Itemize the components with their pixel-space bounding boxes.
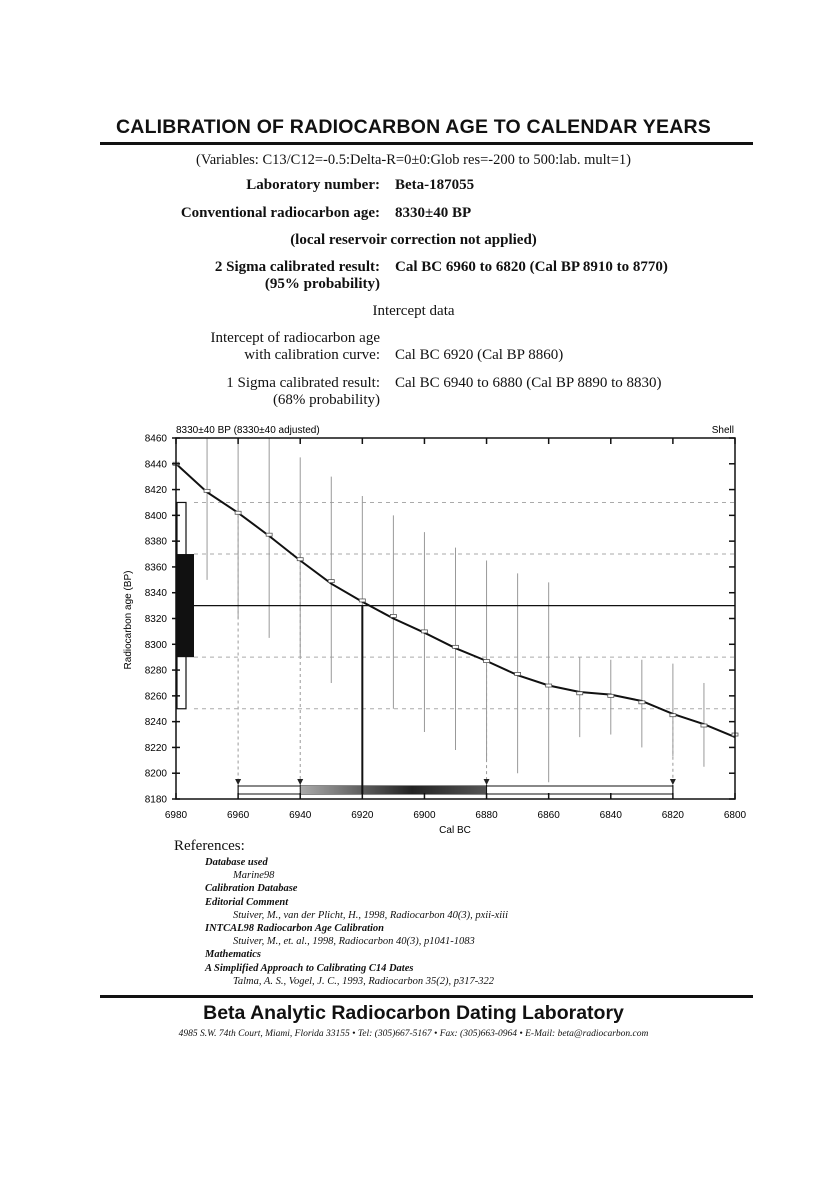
range-1sigma-bar [300,786,486,794]
y-tick-label: 8200 [144,768,167,780]
y-tick-label: 8280 [144,665,167,677]
y-axis-label: Radiocarbon age (BP) [123,570,134,670]
data-point-marker [453,645,459,648]
lab-number-label: Laboratory number: [246,177,380,193]
data-point-marker [328,580,334,583]
data-point-marker [608,694,614,697]
y-tick-label: 8240 [144,717,167,729]
conventional-age-label: Conventional radiocarbon age: [180,205,380,221]
data-point-marker [390,614,396,617]
y-tick-label: 8300 [144,639,167,651]
x-tick-label: 6860 [537,810,560,821]
footer-rule [100,995,753,998]
chart-corner-label: Shell [711,425,734,436]
data-point-marker [204,489,210,492]
x-tick-label: 6980 [164,810,188,821]
y-tick-label: 8180 [144,794,167,806]
reference-heading: Calibration Database [205,883,298,895]
x-tick-label: 6940 [289,810,312,821]
sigma2-probability: (95% probability) [264,276,380,292]
x-tick-label: 6820 [661,810,685,821]
reference-heading: INTCAL98 Radiocarbon Age Calibration [205,923,385,935]
x-tick-label: 6920 [351,810,374,821]
data-point-marker [577,692,583,695]
references-heading: References: [174,838,245,854]
reference-entry: Marine98 [233,870,275,882]
data-point-marker [297,558,303,561]
range-marker-icon [670,779,676,785]
reference-heading: Mathematics [205,949,262,961]
lab-number-value: Beta-187055 [395,177,475,193]
conventional-age-value: 8330±40 BP [395,205,472,221]
sigma1-probability: (68% probability) [272,392,380,408]
intercept-value: Cal BC 6920 (Cal BP 8860) [395,347,564,363]
data-point-marker [701,724,707,727]
y-tick-label: 8220 [144,742,167,754]
data-point-marker [235,511,241,514]
sigma2-value: Cal BC 6960 to 6820 (Cal BP 8910 to 8770) [395,259,668,275]
reference-heading: Editorial Comment [205,896,289,908]
sigma1-label: 1 Sigma calibrated result: [226,375,380,391]
reference-heading: Database used [205,857,268,868]
data-point-marker [546,684,552,687]
footer-address: 4985 S.W. 74th Court, Miami, Florida 33155 • Tel: (305)667-5167 • Fax: (305)663-0964 • E-Mail: beta@radiocarbon.com [178,1029,649,1039]
y-tick-label: 8380 [144,536,167,548]
y-tick-label: 8460 [144,433,167,445]
y-tick-label: 8440 [144,459,167,471]
x-axis-label: Cal BC [439,825,471,836]
footer-lab-name: Beta Analytic Radiocarbon Dating Laboratory [203,1002,624,1024]
sigma1-value: Cal BC 6940 to 6880 (Cal BP 8890 to 8830) [395,375,662,391]
range-marker-icon [235,779,241,785]
x-tick-label: 6880 [475,810,498,821]
y-tick-label: 8260 [144,691,167,703]
reservoir-note: (local reservoir correction not applied) [290,232,537,248]
data-point-marker [266,533,272,536]
y-tick-label: 8400 [144,510,167,522]
intercept-heading: Intercept data [372,303,455,319]
sigma2-label: 2 Sigma calibrated result: [214,259,380,275]
data-point-marker [421,630,427,633]
data-point-marker [515,672,521,675]
variables-line: (Variables: C13/C12=-0.5:Delta-R=0±0:Glob res=-200 to 500:lab. mult=1) [196,152,631,168]
x-tick-label: 6960 [226,810,250,821]
range-marker-icon [484,779,490,785]
y-tick-label: 8320 [144,614,167,625]
data-point-marker [359,599,365,602]
y-tick-label: 8340 [144,588,167,600]
data-point-marker [670,714,676,717]
reference-heading: A Simplified Approach to Calibrating C14 Dates [205,962,414,974]
reference-entry: Stuiver, M., et. al., 1998, Radiocarbon 40(3), p1041-1083 [233,936,475,948]
range-marker-icon [297,779,303,785]
chart-title: 8330±40 BP (8330±40 adjusted) [176,425,320,436]
x-tick-label: 6800 [723,810,747,821]
age-1sigma-box [177,554,194,657]
y-tick-label: 8360 [144,562,167,574]
data-point-marker [639,701,645,704]
references-list [205,856,508,988]
reference-entry: Talma, A. S., Vogel, J. C., 1993, Radiocarbon 35(2), p317-322 [233,975,495,987]
reference-entry: Stuiver, M., van der Plicht, H., 1998, Radiocarbon 40(3), pxii-xiii [233,909,508,921]
page-title: CALIBRATION OF RADIOCARBON AGE TO CALENDAR YEARS [116,116,711,138]
data-point-marker [484,660,490,663]
intercept-label-line1: Intercept of radiocarbon age [210,330,380,346]
x-tick-label: 6840 [599,810,622,821]
x-tick-label: 6900 [413,810,436,821]
intercept-label-line2: with calibration curve: [244,347,380,363]
y-tick-label: 8420 [144,485,167,497]
